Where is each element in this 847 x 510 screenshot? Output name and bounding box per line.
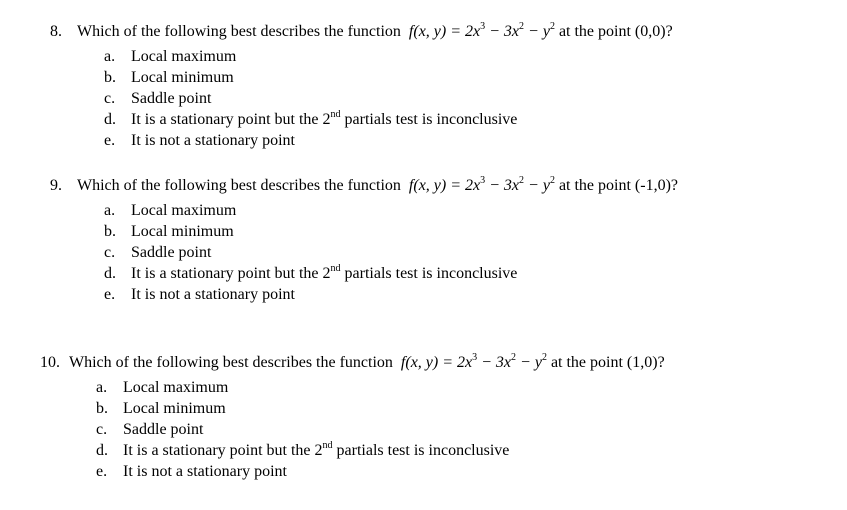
- option-text: It is not a stationary point: [131, 286, 295, 303]
- option-text: It is not a stationary point: [131, 132, 295, 149]
- exponent: 2: [549, 174, 555, 186]
- option-letter: e.: [104, 286, 116, 303]
- prompt-text: Which of the following best describes the function: [77, 177, 401, 194]
- option-letter: a.: [104, 48, 116, 65]
- option-text: [123, 440, 509, 461]
- question-prompt: [77, 22, 673, 42]
- option-text: Local minimum: [123, 400, 226, 417]
- option-letter: b.: [96, 400, 108, 417]
- function-term: − 3x: [485, 177, 520, 194]
- function-expression: [405, 174, 555, 194]
- option-text: Local maximum: [131, 48, 237, 65]
- option-letter: c.: [104, 244, 116, 261]
- function-lhs: f(x, y) = 2x: [400, 354, 473, 371]
- exponent: 2: [519, 20, 525, 32]
- option-letter: e.: [96, 463, 108, 480]
- exponent: 3: [480, 174, 486, 186]
- ordinal-suffix: nd: [330, 108, 341, 120]
- option-letter: b.: [104, 69, 116, 86]
- option-text: Saddle point: [131, 244, 212, 261]
- option-text-after: partials test is inconclusive: [340, 265, 518, 282]
- option-text: [131, 263, 517, 284]
- point-text: at the point (-1,0)?: [558, 177, 679, 194]
- option-letter: b.: [104, 223, 116, 240]
- exponent: 2: [541, 351, 547, 363]
- question-number: 10.: [40, 354, 60, 371]
- function-term: − y: [524, 177, 550, 194]
- question-prompt: [69, 353, 665, 373]
- function-lhs: f(x, y) = 2x: [408, 23, 481, 40]
- option-letter: d.: [96, 442, 108, 459]
- exponent: 3: [472, 351, 478, 363]
- function-expression: [405, 20, 555, 40]
- option-text: [131, 109, 517, 130]
- option-text-before: It is a stationary point but the 2: [131, 265, 331, 282]
- point-text: at the point (0,0)?: [558, 23, 673, 40]
- option-letter: c.: [96, 421, 108, 438]
- option-text-after: partials test is inconclusive: [332, 442, 510, 459]
- function-lhs: f(x, y) = 2x: [408, 177, 481, 194]
- function-term: − y: [524, 23, 550, 40]
- option-letter: a.: [104, 202, 116, 219]
- exponent: 2: [511, 351, 517, 363]
- function-term: − y: [516, 354, 542, 371]
- option-text-after: partials test is inconclusive: [340, 111, 518, 128]
- point-text: at the point (1,0)?: [550, 354, 665, 371]
- question-number: 9.: [50, 177, 62, 194]
- function-term: − 3x: [477, 354, 512, 371]
- exponent: 2: [549, 20, 555, 32]
- exponent: 3: [480, 20, 486, 32]
- option-text: Local minimum: [131, 69, 234, 86]
- option-text: It is not a stationary point: [123, 463, 287, 480]
- option-text: Saddle point: [131, 90, 212, 107]
- option-text: Local maximum: [131, 202, 237, 219]
- question-number: 8.: [50, 23, 62, 40]
- function-expression: [397, 351, 547, 371]
- function-term: − 3x: [485, 23, 520, 40]
- option-letter: c.: [104, 90, 116, 107]
- option-letter: a.: [96, 379, 108, 396]
- exponent: 2: [519, 174, 525, 186]
- ordinal-suffix: nd: [330, 262, 341, 274]
- option-text: Local minimum: [131, 223, 234, 240]
- option-letter: d.: [104, 265, 116, 282]
- option-text: Saddle point: [123, 421, 204, 438]
- question-prompt: [77, 176, 678, 196]
- option-letter: e.: [104, 132, 116, 149]
- prompt-text: Which of the following best describes the function: [69, 354, 393, 371]
- option-letter: d.: [104, 111, 116, 128]
- option-text: Local maximum: [123, 379, 229, 396]
- prompt-text: Which of the following best describes the function: [77, 23, 401, 40]
- option-text-before: It is a stationary point but the 2: [123, 442, 323, 459]
- ordinal-suffix: nd: [322, 439, 333, 451]
- option-text-before: It is a stationary point but the 2: [131, 111, 331, 128]
